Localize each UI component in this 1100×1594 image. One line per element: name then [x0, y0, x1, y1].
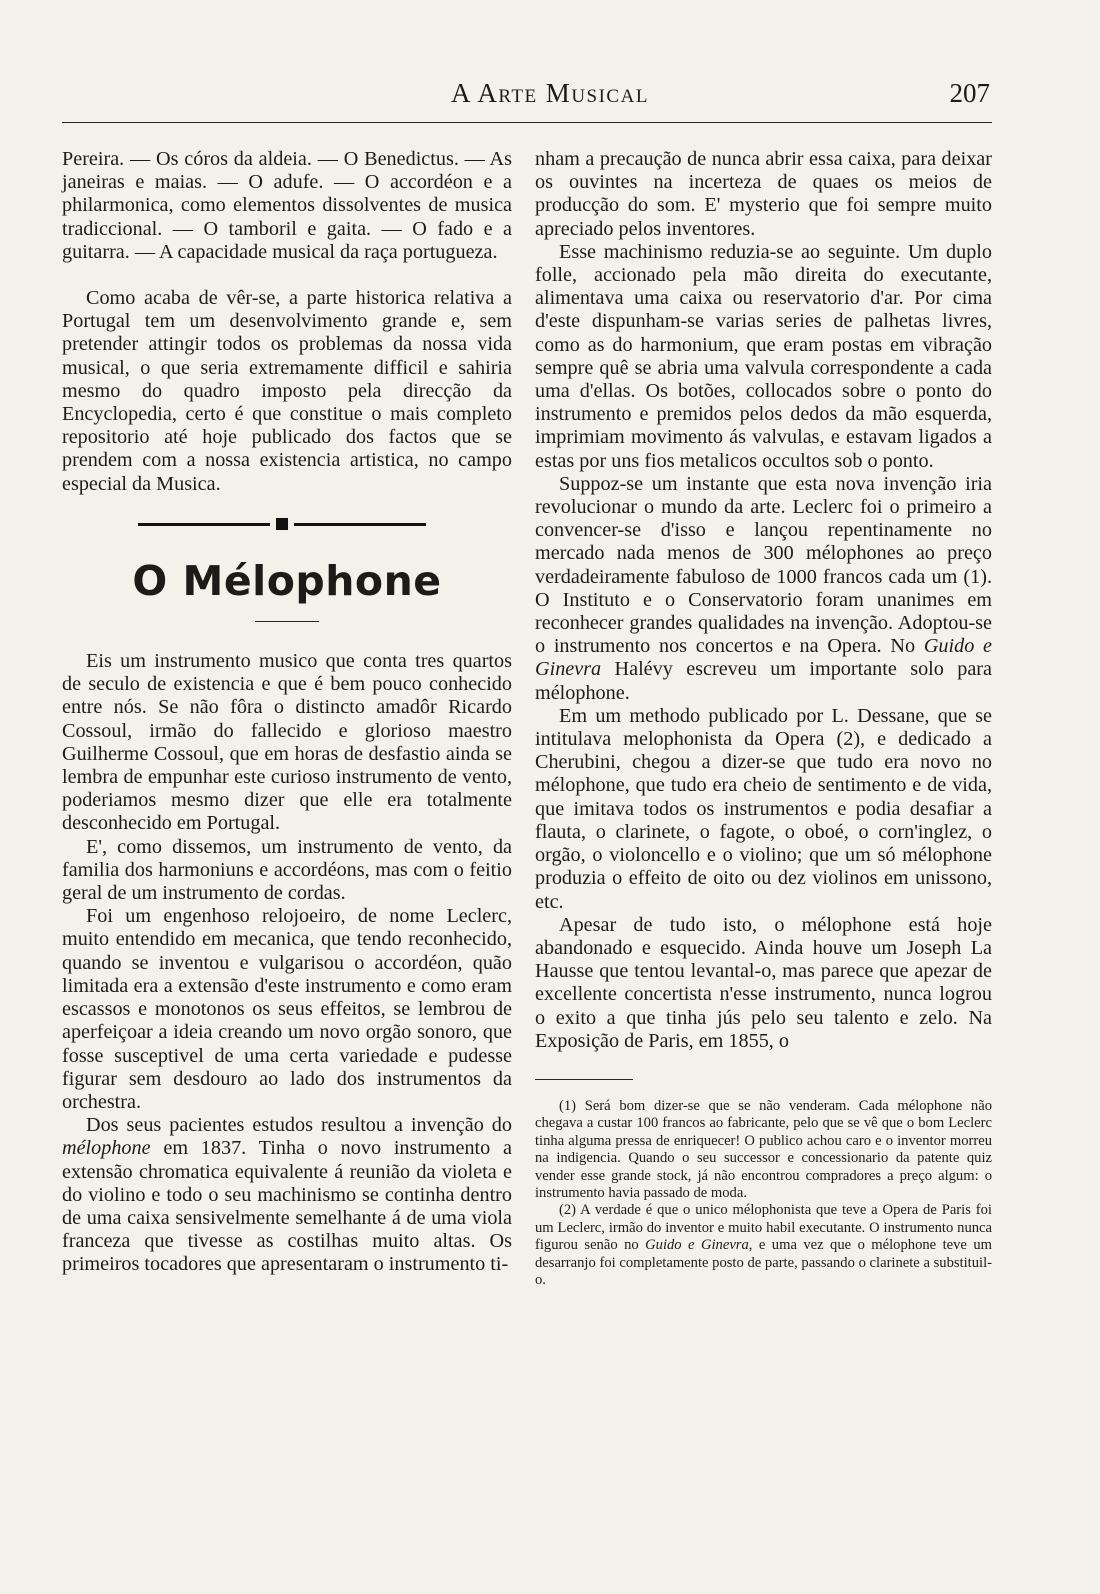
continued-paragraph: nham a precaução de nunca abrir essa caixa, para deixar os ouvintes na incerteza de quaes os meios de producção do som. E' mysterio que foi sempre muito apreciado pelos inventores. [535, 148, 992, 240]
article-paragraph: Foi um engenhoso relojoeiro, de nome Leclerc, muito entendido em mecanica, que tendo reconhecido, quando se inventou e vulgarisou o accordéon, quão limitada era a extensão d'este instrumento e como eram escassos e monotonos os seus effeitos, se lembrou de aperfeiçoar a ideia creando um novo orgão sonoro, que fosse susceptivel de uma certa variedade e pudesse figurar sem desdouro ao lado dos instrumentos da orchestra. [62, 905, 512, 1113]
footnote-2 [535, 1202, 992, 1289]
footnotes [535, 1098, 992, 1289]
closing-paragraph: Como acaba de vêr-se, a parte historica relativa a Portugal tem um desenvolvimento grande e, sem pretender attingir todos os problemas da nossa vida musical, o que seria extremamente difficil e sahiria mesmo do quadro imposto pela direcção da Encyclopedia, certo é que constitue o mais completo repositorio até hoje publicado dos factos que se prendem com a nossa existencia artistica, no campo especial da Musica. [62, 287, 512, 495]
footnote-rule [535, 1079, 633, 1080]
right-column [535, 148, 992, 1289]
emphasis-text: Guido e Ginevra [645, 1237, 749, 1254]
chapter-summary: Pereira. — Os córos da aldeia. — O Benedictus. — As janeiras e maias. — O adufe. — O accordéon e a philarmonica, como elementos dissolventes de musica tradiccional. — O tamboril e gaita. — O fado e a guitarra. — A capacidade musical da raça portugueza. [62, 148, 512, 263]
section-ornament [138, 518, 426, 532]
article-paragraph [62, 1114, 512, 1276]
left-column [62, 148, 512, 1277]
ornament-bar-right [294, 523, 426, 526]
text-span: em 1837. Tinha o novo instrumento a extensão chromatica equivalente á reunião da violeta e do violino e todo o seu machinismo se continha dentro de uma caixa sensivelmente semelhante á de uma viola franceza que tivesse as costilhas muito altas. Os primeiros tocadores que apresentaram o instrumento ti- [62, 1137, 512, 1276]
page-number: 207 [949, 78, 990, 108]
article-body [62, 650, 512, 1276]
article-title: O Mélophone [132, 556, 442, 605]
emphasis-text: Guido e Ginevra [535, 635, 992, 681]
ornament-bar-left [138, 523, 270, 526]
article-paragraph [535, 473, 992, 705]
title-rule [255, 621, 319, 622]
article-paragraph: Em um methodo publicado por L. Dessane, que se intitulava melophonista da Opera (2), e dedicado a Cherubini, chegou a dizer-se que tudo era novo no mélophone, que tudo era cheio de sentimento e de vida, que imitava todos os instrumentos e podia desafiar a flauta, o clarinete, o fagote, o oboé, o corn'inglez, o orgão, o violoncello e o violino; que um só mélophone produzia o effeito de oito ou dez violinos em unissono, etc. [535, 704, 992, 913]
article-paragraph: Apesar de tudo isto, o mélophone está hoje abandonado e esquecido. Ainda houve um Joseph La Hausse que tentou levantal-o, mas parece que apezar de excellente concertista n'esse instrumento, nunca logrou o exito a que tinha jús pelo seu talento e zelo. Na Exposição de Paris, em 1855, o [535, 913, 992, 1052]
running-header-title: A Arte Musical [451, 78, 649, 108]
article-paragraph: Eis um instrumento musico que conta tres quartos de seculo de existencia e que é bem pouco conhecido entre nós. Se não fôra o distincto amadôr Ricardo Cossoul, irmão do fallecido e glorioso maestro Guilherme Cossoul, que em horas de desfastio ainda se lembra de empunhar este curioso instrumento de vento, poderiamos mesmo dizer que elle era totalmente desconhecido em Portugal. [62, 650, 512, 835]
article-paragraph: Esse machinismo reduzia-se ao seguinte. Um duplo folle, accionado pela mão direita do executante, alimentava uma caixa ou reservatorio d'ar. Por cima d'este dispunham-se varias series de palhetas livres, como as do harmonium, que eram postas em vibração sempre quê se abria uma valvula correspondente a cada uma d'ellas. Os botões, collocados sobre o ponto do instrumento e premidos pelos dedos da mão esquerda, imprimiam movimento ás valvulas, e estavam ligados a estas por uns fios metalicos occultos sob o ponto. [535, 240, 992, 472]
footnote-1: (1) Será bom dizer-se que se não venderam. Cada mélophone não chegava a custar 100 francos ao fabricante, pelo que se vê que o bom Leclerc tinha alguma pressa de enriquecer! O publico achou caro e o inventor morreu na indigencia. Quando o seu successor e concessionario da patente quiz vender esse grande stock, já não encontrou compradores a preço algum: o instrumento havia passado de moda. [535, 1097, 992, 1201]
text-span: Halévy escreveu um importante solo para mélophone. [535, 658, 992, 704]
ornament-dot [276, 518, 288, 530]
text-span: , e uma vez que o mélophone teve um desarranjo foi completamente posto de parte, passando o clarinete a substituil-o. [535, 1237, 992, 1288]
article-paragraph: E', como dissemos, um instrumento de vento, da familia dos harmoniuns e accordéons, mas com o feitio geral de um instrumento de cordas. [62, 835, 512, 905]
emphasis-text: mélophone [62, 1137, 151, 1160]
text-span: Dos seus pacientes estudos resultou a invenção do [86, 1114, 512, 1137]
text-span: (2) A verdade é que o unico mélophonista que teve a Opera de Paris foi um Leclerc, irmão do inventor e muito habil executante. O instrumento nunca figurou senão no [535, 1202, 992, 1254]
text-span: Suppoz-se um instante que esta nova invenção iria revolucionar o mundo da arte. Leclerc foi o primeiro a convencer-se d'isso e lançou repentinamente no mercado nada menos de 300 mélophones ao preço verdadeiramente fabuloso de 1000 francos cada um (1). O Instituto e o Conservatorio foram unanimes em reconhecer grandes qualidades na invenção. Adoptou-se o instrumento nos concertos e na Opera. No [535, 472, 992, 658]
header-rule [62, 122, 992, 123]
